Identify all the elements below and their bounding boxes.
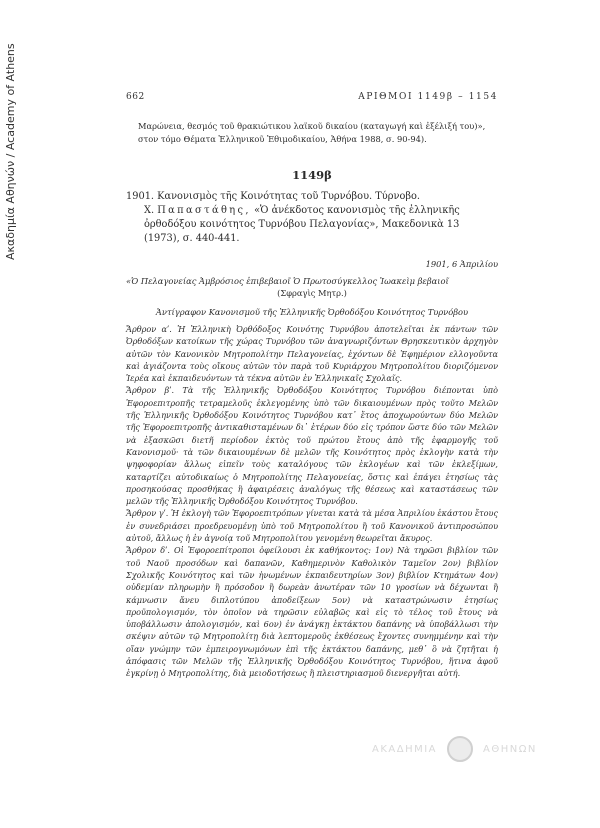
continuation-paragraph: Μαρώνεια, θεσμός τοῦ θρακιώτικου λαϊκοῦ δικαίου (καταγωγή καὶ ἐξέλιξή του)», στον τόμο Θέματα Ἑλληνικοῦ Ἐθιμοδικαίου, Ἀθήνα 1988, σ. 90-94). <box>138 121 486 144</box>
document-date: 1901, 6 Ἀπριλίου <box>425 259 498 269</box>
signers-line: «Ὁ Πελαγονείας Ἀμβρόσιος ἐπιβεβαιοῖ Ὁ Πρωτοσύγκελλος Ἰωακεὶμ βεβαιοῖ <box>126 276 449 286</box>
author-surname: Παπαστάθης, <box>157 205 251 216</box>
academy-watermark <box>372 736 537 762</box>
entry-heading <box>126 190 498 246</box>
entry-title: 1901. Κανονισμὸς τῆς Κοινότητας τοῦ Τυρνόβου. Τύρνοβο. <box>126 191 421 202</box>
running-header <box>126 92 498 102</box>
side-archive-label: Ακαδημία Αθηνών / Academy of Athens <box>4 43 17 260</box>
watermark-left: ΑΚΑΔΗΜΙΑ <box>372 743 438 755</box>
copy-title: Ἀντίγραφον Κανονισμοῦ τῆς Ἑλληνικῆς Ὀρθοδόξου Κοινότητος Τυρνόβου <box>155 307 469 317</box>
entry-number: 1149β <box>292 168 332 182</box>
page-number: 662 <box>126 92 145 102</box>
author-initial: Χ. <box>144 205 155 216</box>
article-d: Ἄρθρον δʹ. Οἱ Ἐφοροεπίτροποι ὀφείλουσι ἐκ καθήκοντος: 1ον) Νὰ τηρῶσι βιβλίον τῶν τοῦ Ναοῦ προσόδων καὶ δαπανῶν, Καθημερινὸν Καθολικὸν Ταμεῖον 2ον) βιβλίον Σχολικῆς Κοινότητος καὶ τῶν ἡνωμένων ἐκπαιδευτηρίων 3ον) βιβλίον Κτημάτων 4ον) οὐδεμίαν πληρωμὴν ἢ πρόσοδον ἢ δωρεὰν ἀνωτέραν τῶν 10 γροσίων νὰ δέχωνται ἢ κάμνωσιν ἄνευ διπλοτύπου ἀποδείξεων 5ον) νὰ καταστρώνωσιν ἐτησίως προϋπολογισμόν, τὸν ὁποῖον νὰ τηρῶσιν εὐλαβῶς καὶ εἰς τὸ τέλος τοῦ ἔτους νὰ ὑποβάλλωσιν ἀπολογισμόν, καὶ 6ον) ἐν ἀνάγκῃ ἐκτάκτου δαπάνης νὰ ὑποβάλλωσι τὴν σκέψιν αὐτῶν τῷ Μητροπολίτῃ διὰ λεπτομεροῦς ἐκθέσεως ἔχοντες συνημμένην καὶ τὴν οἵαν γνώμην τῶν ἐμπειρογνωμόνων ἐπὶ τῆς ἐκτάκτου δαπάνης, μεθ᾽ ὃ νὰ ζητῆται ἡ ἀπόφασις τῶν Μελῶν τῆς Ἑλληνικῆς Ὀρθοδόξου Κοινότητος Τυρνόβου, ἥτινα ἀφοῦ ἐγκρίνῃ ὁ Μητροπολίτης, διὰ μειοδοτήσεως ἢ πλειστηριασμοῦ διενεργῆται αὐτή. <box>126 545 498 679</box>
entry-reference <box>144 204 498 246</box>
section-range: ΑΡΙΘΜΟΙ 1149β – 1154 <box>358 92 498 102</box>
seal-note: (Σφραγὶς Μητρ.) <box>277 288 347 298</box>
academy-logo-icon <box>447 736 473 762</box>
watermark-right: ΑΘΗΝΩΝ <box>483 743 537 755</box>
reference-text: «Ὁ ἀνέκδοτος κανονισμὸς τῆς ἑλληνικῆς ὀρθοδόξου κοινότητος Τυρνόβου Πελαγονίας», Μακεδονικὰ 13 (1973), σ. 440-441. <box>144 205 460 244</box>
article-b: Ἄρθρον βʹ. Τὰ τῆς Ἑλληνικῆς Ὀρθοδόξου Κοινότητος Τυρνόβου διέπονται ὑπὸ Ἐφοροεπιτροπῆς τετραμελοῦς ἐκλεγομένης ὑπὸ τῶν δικαιουμένων πρὸς τοῦτο Μελῶν τῆς Ἑλληνικῆς Ὀρθοδόξου Κοινότητος Τυρνόβου κατ᾽ ἔτος ἀποχωρούντων δύο Μελῶν τῆς Ἐφοροεπιτροπῆς ἀντικαθισταμένων δι᾽ ἑτέρων δύο εἰς τρόπον ὥστε δύο τῶν Μελῶν νὰ ἐξασκῶσι διετῆ περίοδον ἐκτὸς τοῦ πρώτου ἔτους ἀπὸ τῆς ἐφαρμογῆς τοῦ Κανονισμοῦ· τὰ τῶν δικαιουμένων δὲ μελῶν τῆς Κοινότητος πρὸς ἐκλογὴν κατὰ τὴν ψηφοφορίαν ἄλλως εἰπεῖν τοὺς καταλόγους τῶν ἐκλογέων καὶ τῶν ἐκλεξίμων, καταρτίζει αὐτοδικαίως ὁ Μητροπολίτης Πελαγονείας, ὅστις καὶ ἐπάγει ἐτησίως τὰς προσηκούσας προσθήκας ἢ ἀφαιρέσεις ἀναλόγως τῆς θέσεως καὶ καταστάσεως τῶν μελῶν τῆς Ἑλληνικῆς Ὀρθοδόξου Κοινότητος Τυρνόβου. <box>126 385 498 507</box>
document-page <box>126 92 498 680</box>
signers-block <box>126 275 498 299</box>
article-c: Ἄρθρον γʹ. Ἡ ἐκλογὴ τῶν Ἐφοροεπιτρόπων γίνεται κατὰ τὰ μέσα Ἀπριλίου ἑκάστου ἔτους ἐν συνεδριάσει προεδρευομένῃ ὑπὸ τοῦ Μητροπολίτου ἢ τοῦ Κανονικοῦ ἀντιπροσώπου αὐτοῦ, ἄλλως ἡ ἐν ἀγνοίᾳ τοῦ Μητροπολίτου γενομένη θεωρεῖται ἄκυρος. <box>126 508 498 544</box>
article-a: Ἄρθρον αʹ. Ἡ Ἑλληνικὴ Ὀρθόδοξος Κοινότης Τυρνόβου ἀποτελεῖται ἐκ πάντων τῶν Ὀρθοδόξων κατοίκων τῆς χώρας Τυρνόβου τῶν ἀναγνωριζόντων Θρησκευτικὸν ἀρχηγὸν αὐτῶν τὸν Κανονικὸν Μητροπολίτην Πελαγονείας, ἐχόντων δὲ Ἐφημέριον ελλογοῦντα καὶ ἁγιάζοντα τοὺς οἴκους αὐτῶν τὸν παρὰ τοῦ Κυριάρχου Μητροπολίτου διοριζόμενον Ἱερέα καὶ ἐκπαιδευόντων τὰ τέκνα αὐτῶν ἐν Ἑλληνικαῖς Σχολαῖς. <box>126 324 498 384</box>
